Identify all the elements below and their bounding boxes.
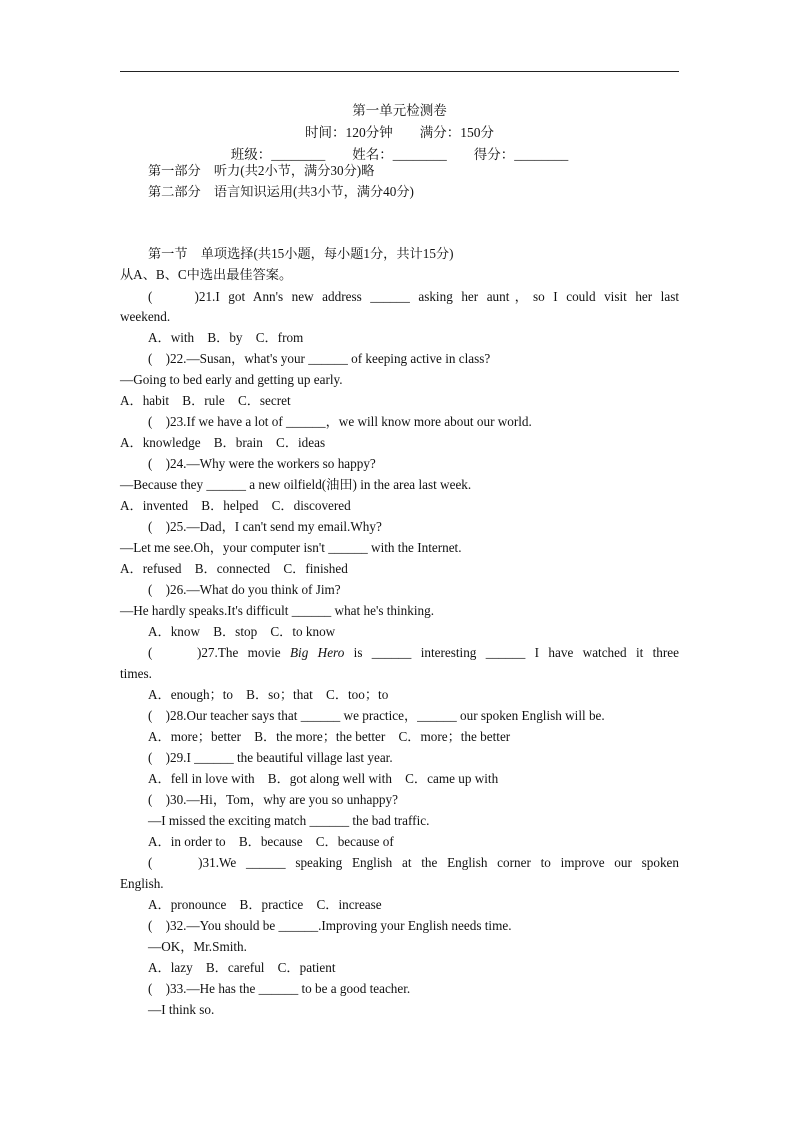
student-info-fields: 班级：________ 姓名：________ 得分：________ <box>230 147 569 162</box>
question-21-continuation: weekend. <box>120 309 171 324</box>
question-27-options: A．enough；to B．so；that C．too；to <box>148 687 389 702</box>
question-23: ( )23.If we have a lot of ______，we will know more about our world. <box>148 414 532 429</box>
question-25-options: A．refused B．connected C．finished <box>120 561 348 576</box>
question-23-options: A．knowledge B．brain C．ideas <box>120 435 326 450</box>
section-title: 第一节 单项选择(共15小题，每小题1分，共计15分) <box>148 246 454 261</box>
question-28: ( )28.Our teacher says that ______ we practice，______ our spoken English will be. <box>148 708 605 723</box>
question-26-options: A．know B．stop C．to know <box>148 624 336 639</box>
question-26: ( )26.—What do you think of Jim? <box>148 582 341 597</box>
part-two-heading: 第二部分 语言知识运用(共3小节，满分40分) <box>148 184 414 199</box>
question-25: ( )25.—Dad，I can't send my email.Why? <box>148 519 382 534</box>
question-27-continuation: times. <box>120 666 152 681</box>
question-32: ( )32.—You should be ______.Improving your English needs time. <box>148 918 512 933</box>
question-31-options: A．pronounce B．practice C．increase <box>148 897 382 912</box>
time-score-line: 时间：120分钟 满分：150分 <box>305 125 494 140</box>
question-29-options: A．fell in love with B．got along well with C．came up with <box>148 771 499 786</box>
question-33-reply: —I think so. <box>148 1002 215 1017</box>
question-30-options: A．in order to B．because C．because of <box>148 834 394 849</box>
question-32-options: A．lazy B．careful C．patient <box>148 960 336 975</box>
question-27-suffix: is ______ interesting ______ I have watched it three <box>344 645 679 660</box>
section-instruction: 从A、B、C中选出最佳答案。 <box>120 267 293 282</box>
question-31: ( )31.We ______ speaking English at the English corner to improve our spoken <box>148 855 679 870</box>
question-24-options: A．invented B．helped C．discovered <box>120 498 351 513</box>
question-21-options: A．with B．by C．from <box>148 330 304 345</box>
question-22-reply: —Going to bed early and getting up early. <box>120 372 343 387</box>
question-32-reply: —OK，Mr.Smith. <box>148 939 247 954</box>
question-24-reply: —Because they ______ a new oilfield(油田) in the area last week. <box>120 477 472 492</box>
question-22-options: A．habit B．rule C．secret <box>120 393 291 408</box>
question-31-continuation: English. <box>120 876 164 891</box>
question-28-options: A．more；better B．the more；the better C．more；the better <box>148 729 511 744</box>
question-27-movie-title: Big Hero <box>290 645 345 660</box>
question-25-reply: —Let me see.Oh，your computer isn't ______ with the Internet. <box>120 540 462 555</box>
question-33: ( )33.—He has the ______ to be a good teacher. <box>148 981 411 996</box>
question-30: ( )30.—Hi，Tom，why are you so unhappy? <box>148 792 398 807</box>
header-rule <box>120 71 679 72</box>
part-one-heading: 第一部分 听力(共2小节，满分30分)略 <box>148 163 375 178</box>
page-title: 第一单元检测卷 <box>352 103 447 118</box>
question-26-reply: —He hardly speaks.It's difficult ______ what he's thinking. <box>120 603 435 618</box>
question-24: ( )24.—Why were the workers so happy? <box>148 456 376 471</box>
question-29: ( )29.I ______ the beautiful village last year. <box>148 750 393 765</box>
question-22: ( )22.—Susan，what's your ______ of keeping active in class? <box>148 351 491 366</box>
question-30-reply: —I missed the exciting match ______ the bad traffic. <box>148 813 430 828</box>
question-27-prefix: ( )27.The movie <box>148 645 290 660</box>
question-27 <box>120 645 679 661</box>
question-21: ( )21.I got Ann's new address ______ asking her aunt，so I could visit her last <box>148 289 679 304</box>
